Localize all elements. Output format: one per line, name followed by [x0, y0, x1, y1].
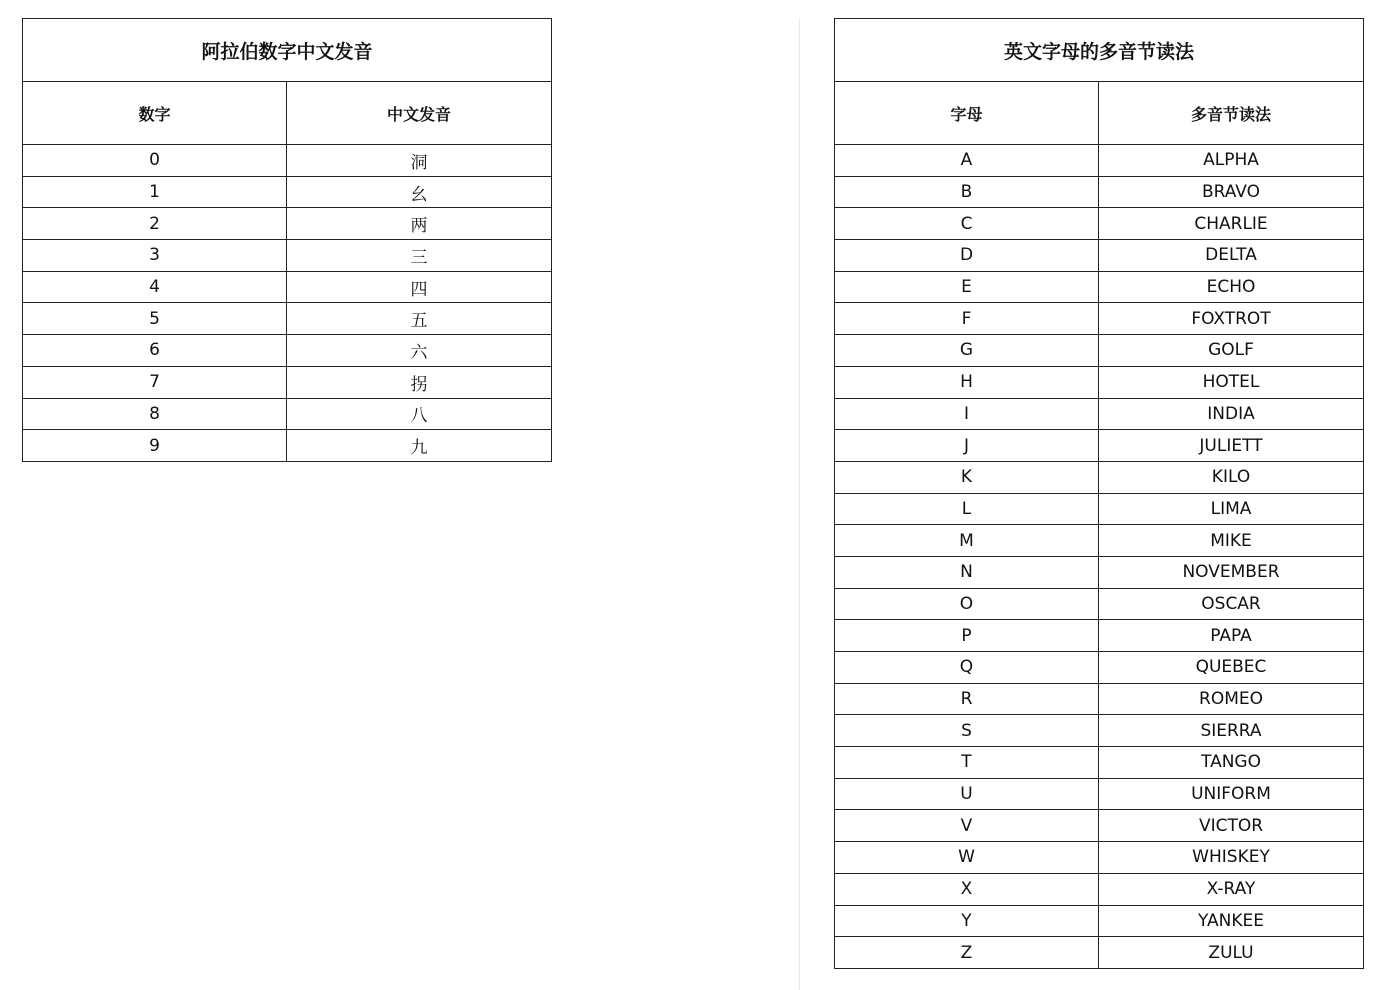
column-header-phonetic-word: 多音节读法: [1099, 82, 1364, 145]
table-row: [23, 335, 552, 367]
table-header-row: [23, 82, 552, 145]
table-cell-value: KILO: [1099, 461, 1364, 493]
table-cell-value: SIERRA: [1099, 715, 1364, 747]
table-body: [835, 145, 1364, 969]
table-body: [23, 145, 552, 462]
table-cell-value: FOXTROT: [1099, 303, 1364, 335]
table-cell-key: F: [835, 303, 1099, 335]
table-cell-key: 5: [23, 303, 287, 335]
table-cell-key: S: [835, 715, 1099, 747]
table-cell-value: LIMA: [1099, 493, 1364, 525]
table-cell-key: B: [835, 176, 1099, 208]
table-cell-value: 拐: [287, 366, 552, 398]
table-cell-key: V: [835, 810, 1099, 842]
table-cell-value: OSCAR: [1099, 588, 1364, 620]
table-row: [835, 556, 1364, 588]
table-cell-value: 三: [287, 240, 552, 272]
table-cell-key: T: [835, 747, 1099, 779]
table-cell-value: DELTA: [1099, 240, 1364, 272]
table-row: [835, 145, 1364, 177]
column-header-digit: 数字: [23, 82, 287, 145]
table-row: [835, 747, 1364, 779]
table-row: [835, 398, 1364, 430]
table-row: [835, 652, 1364, 684]
table-row: [835, 873, 1364, 905]
table-row: [835, 335, 1364, 367]
table-row: [835, 937, 1364, 969]
table-cell-key: U: [835, 778, 1099, 810]
table-cell-key: 6: [23, 335, 287, 367]
table-cell-value: MIKE: [1099, 525, 1364, 557]
page-divider: [799, 18, 800, 990]
table-row: [23, 430, 552, 462]
table-row: [835, 525, 1364, 557]
table-row: [835, 303, 1364, 335]
table-row: [23, 145, 552, 177]
table-cell-key: 7: [23, 366, 287, 398]
column-header-chinese-pronunciation: 中文发音: [287, 82, 552, 145]
table-cell-key: L: [835, 493, 1099, 525]
table-cell-key: W: [835, 842, 1099, 874]
table-row: [835, 493, 1364, 525]
table-row: [835, 715, 1364, 747]
table-cell-key: 9: [23, 430, 287, 462]
table-cell-key: R: [835, 683, 1099, 715]
table-row: [835, 430, 1364, 462]
table-cell-key: Q: [835, 652, 1099, 684]
table-cell-key: 4: [23, 271, 287, 303]
column-header-letter: 字母: [835, 82, 1099, 145]
table-cell-value: 洞: [287, 145, 552, 177]
table-cell-key: 3: [23, 240, 287, 272]
table-cell-key: I: [835, 398, 1099, 430]
table-cell-value: JULIETT: [1099, 430, 1364, 462]
digits-pronunciation-table: [22, 18, 552, 462]
table-cell-value: HOTEL: [1099, 366, 1364, 398]
table-cell-key: X: [835, 873, 1099, 905]
table-title-row: [835, 19, 1364, 82]
table-cell-key: E: [835, 271, 1099, 303]
table-cell-key: N: [835, 556, 1099, 588]
table-row: [23, 366, 552, 398]
table-row: [835, 461, 1364, 493]
table-row: [835, 620, 1364, 652]
table-cell-value: GOLF: [1099, 335, 1364, 367]
table-cell-key: D: [835, 240, 1099, 272]
table-cell-value: ROMEO: [1099, 683, 1364, 715]
table-row: [835, 366, 1364, 398]
table-cell-key: P: [835, 620, 1099, 652]
alphabet-phonetic-table: [834, 18, 1364, 969]
table-row: [23, 208, 552, 240]
table-cell-value: ECHO: [1099, 271, 1364, 303]
table-cell-key: 1: [23, 176, 287, 208]
table-cell-value: 幺: [287, 176, 552, 208]
table-cell-value: ZULU: [1099, 937, 1364, 969]
table-row: [835, 683, 1364, 715]
table-cell-value: 八: [287, 398, 552, 430]
table-cell-key: 2: [23, 208, 287, 240]
table-row: [835, 905, 1364, 937]
table-cell-value: QUEBEC: [1099, 652, 1364, 684]
table-cell-value: BRAVO: [1099, 176, 1364, 208]
table-row: [23, 176, 552, 208]
table-cell-key: Y: [835, 905, 1099, 937]
table-row: [23, 398, 552, 430]
table-row: [835, 588, 1364, 620]
table-cell-value: X-RAY: [1099, 873, 1364, 905]
table-cell-value: NOVEMBER: [1099, 556, 1364, 588]
table-row: [835, 240, 1364, 272]
table-cell-key: H: [835, 366, 1099, 398]
table-row: [835, 208, 1364, 240]
table-cell-value: CHARLIE: [1099, 208, 1364, 240]
table-cell-key: G: [835, 335, 1099, 367]
table-cell-key: K: [835, 461, 1099, 493]
table-row: [23, 303, 552, 335]
table-cell-value: TANGO: [1099, 747, 1364, 779]
table-row: [23, 240, 552, 272]
table-cell-value: 四: [287, 271, 552, 303]
table-cell-key: O: [835, 588, 1099, 620]
table-cell-key: M: [835, 525, 1099, 557]
table-title: 英文字母的多音节读法: [835, 19, 1364, 82]
table-row: [835, 271, 1364, 303]
table-title: 阿拉伯数字中文发音: [23, 19, 552, 82]
table-cell-key: 8: [23, 398, 287, 430]
table-cell-value: YANKEE: [1099, 905, 1364, 937]
table-row: [23, 271, 552, 303]
table-cell-key: 0: [23, 145, 287, 177]
table-cell-value: 五: [287, 303, 552, 335]
table-cell-key: A: [835, 145, 1099, 177]
table-cell-value: 两: [287, 208, 552, 240]
table-cell-value: 六: [287, 335, 552, 367]
table-row: [835, 810, 1364, 842]
table-row: [835, 176, 1364, 208]
table-row: [835, 778, 1364, 810]
table-cell-value: ALPHA: [1099, 145, 1364, 177]
table-cell-value: 九: [287, 430, 552, 462]
table-cell-value: INDIA: [1099, 398, 1364, 430]
table-cell-value: PAPA: [1099, 620, 1364, 652]
table-cell-key: Z: [835, 937, 1099, 969]
table-cell-value: WHISKEY: [1099, 842, 1364, 874]
table-title-row: [23, 19, 552, 82]
table-header-row: [835, 82, 1364, 145]
table-cell-key: J: [835, 430, 1099, 462]
table-cell-key: C: [835, 208, 1099, 240]
table-cell-value: VICTOR: [1099, 810, 1364, 842]
table-cell-value: UNIFORM: [1099, 778, 1364, 810]
table-row: [835, 842, 1364, 874]
